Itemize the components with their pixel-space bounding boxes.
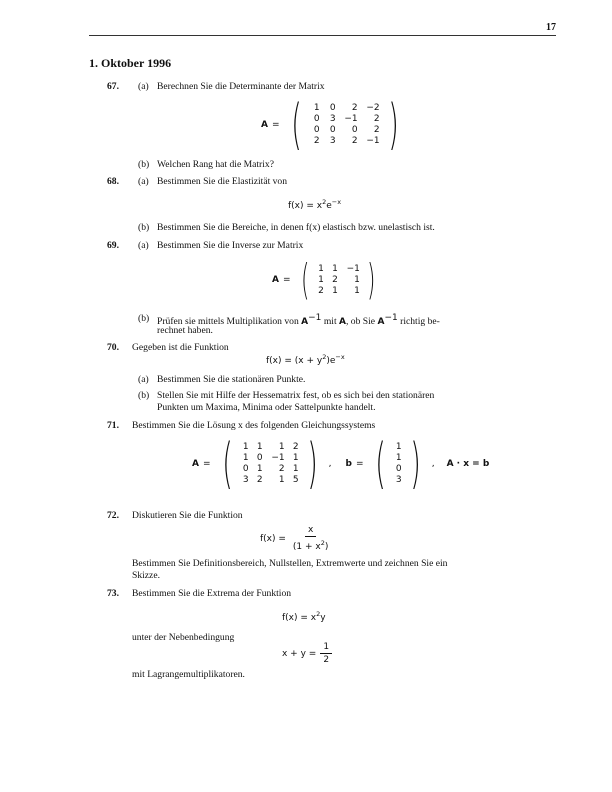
cell: 1 (395, 442, 402, 452)
problem-68-number: 68. (107, 176, 119, 187)
cell: −1 (344, 114, 358, 124)
text: richtig be- (400, 316, 440, 328)
cell: 2 (318, 285, 324, 296)
equals-sign: = (282, 275, 291, 285)
matrix-symbol: A (301, 317, 309, 328)
cell: 2 (373, 114, 380, 124)
problem-68a-text: Bestimmen Sie die Elastizität von (157, 176, 288, 187)
matrix-69 (272, 255, 379, 304)
cell: 2 (373, 125, 380, 135)
cell: 2 (351, 103, 358, 113)
problem-70a-label: (a) (138, 374, 149, 385)
denom-part: (1 + x (292, 542, 321, 552)
cell: 2 (256, 475, 263, 485)
problem-73-outro: mit Lagrangemultiplikatoren. (132, 669, 245, 680)
denominator (290, 537, 331, 553)
cell: 1 (395, 453, 402, 463)
problem-67a-text: Berechnen Sie die Determinante der Matrix (157, 81, 325, 92)
cell: 2 (313, 136, 320, 146)
right-paren: ) (367, 255, 376, 304)
formula-72 (260, 525, 331, 553)
problem-70-number: 70. (107, 342, 119, 353)
cell: 2 (351, 136, 358, 146)
numerator: 1 (320, 642, 332, 654)
denom-exp: 2 (320, 539, 325, 547)
exponent: −1 (384, 313, 398, 323)
cell: 1 (292, 453, 299, 463)
matrix-symbol: A (377, 317, 385, 328)
cell: −1 (346, 263, 360, 274)
formula-73-exp: 2 (316, 610, 321, 618)
denominator: 2 (323, 655, 330, 665)
cell: 1 (318, 274, 324, 285)
cell: −1 (366, 136, 380, 146)
cell: 3 (329, 114, 336, 124)
cell: 0 (329, 103, 336, 113)
cell: 1 (242, 442, 249, 452)
cell: −1 (271, 453, 285, 463)
problem-69a-label: (a) (138, 240, 149, 251)
comma: , (328, 459, 332, 469)
problem-72-text-2: Skizze. (132, 570, 160, 581)
matrix-71 (192, 432, 490, 495)
formula-73-part: y (320, 613, 326, 623)
cell: −2 (366, 103, 380, 113)
cell: 0 (329, 125, 336, 135)
fraction (290, 525, 331, 553)
cell: 1 (354, 285, 360, 296)
constraint-formula (282, 642, 332, 666)
fraction (320, 642, 332, 666)
matrix-69-grid (313, 264, 363, 297)
page-number: 17 (546, 22, 556, 33)
problem-69-number: 69. (107, 240, 119, 251)
cell: 2 (278, 464, 285, 474)
problem-72-text-1: Bestimmen Sie Definitionsbereich, Nullstellen, Extremwerte und zeichnen Sie ein (132, 558, 448, 569)
problem-67a-label: (a) (138, 81, 149, 92)
cell: 0 (242, 464, 249, 474)
text: mit (323, 316, 337, 328)
formula-70 (266, 353, 345, 366)
formula-70-exp: 2 (322, 353, 327, 361)
text: Prüfen sie mittels Multiplikation von (157, 316, 299, 328)
numerator: x (305, 525, 316, 537)
matrix-67-grid (307, 103, 383, 147)
denom-part: ) (324, 542, 329, 552)
vector-b-lhs: b (345, 459, 352, 469)
problem-69b-line-2: rechnet haben. (157, 325, 213, 336)
left-paren: ( (290, 93, 302, 156)
problem-68b-text: Bestimmen Sie die Bereiche, in denen f(x) elastisch bzw. unelastisch ist. (157, 222, 435, 233)
left-paren: ( (221, 432, 233, 495)
problem-73-number: 73. (107, 588, 119, 599)
header-rule (89, 35, 556, 36)
formula-73-part: f(x) = x (282, 613, 317, 623)
cell: 2 (332, 274, 338, 285)
cell: 3 (395, 475, 402, 485)
problem-67-number: 67. (107, 81, 119, 92)
problem-72-intro: Diskutieren Sie die Funktion (132, 510, 243, 521)
problem-70b-line-1: Stellen Sie mit Hilfe der Hessematrix fest, ob es sich bei den stationären (157, 390, 435, 401)
right-paren: ) (306, 432, 318, 495)
problem-67b-label: (b) (138, 159, 150, 170)
cell: 5 (292, 475, 299, 485)
cell: 0 (313, 125, 320, 135)
cell: 1 (332, 285, 338, 296)
formula-68-exp: 2 (322, 198, 327, 206)
matrix-71-grid (238, 442, 302, 486)
formula-68-part: f(x) = x (288, 201, 323, 211)
cell: 1 (354, 274, 360, 285)
equals-sign: = (356, 459, 364, 469)
problem-70a-text: Bestimmen Sie die stationären Punkte. (157, 374, 306, 385)
left-paren: ( (300, 255, 309, 304)
cell: 0 (313, 114, 320, 124)
cell: 1 (332, 263, 338, 274)
formula-72-lhs: f(x) = (260, 534, 286, 544)
cell: 0 (351, 125, 358, 135)
matrix-symbol: A (339, 317, 346, 328)
formula-70-exp: −x (335, 353, 345, 361)
formula-70-part: f(x) = (x + y (266, 356, 323, 366)
cell: 1 (318, 263, 324, 274)
cell: 1 (256, 464, 263, 474)
problem-70-intro: Gegeben ist die Funktion (132, 342, 229, 353)
cell: 1 (278, 442, 285, 452)
matrix-71-lhs: A (192, 459, 199, 469)
cell: 1 (242, 453, 249, 463)
cell: 3 (242, 475, 249, 485)
cell: 1 (292, 464, 299, 474)
formula-73 (282, 610, 326, 623)
right-paren: ) (409, 432, 421, 495)
problem-70b-line-2: Punkten um Maxima, Minima oder Sattelpunkte handelt. (157, 402, 376, 413)
matrix-69-lhs: A (272, 275, 279, 285)
vector-b-grid (391, 442, 405, 486)
equals-sign: = (271, 120, 280, 130)
formula-68 (288, 198, 341, 211)
date-heading: 1. Oktober 1996 (89, 56, 172, 70)
problem-73-intro: Bestimmen Sie die Extrema der Funktion (132, 588, 292, 599)
system-equation: A · x = b (446, 459, 490, 469)
constraint-lhs: x + y = (282, 649, 317, 659)
cell: 1 (256, 442, 263, 452)
cell: 1 (278, 475, 285, 485)
formula-68-part: e (326, 201, 332, 211)
problem-69b-label: (b) (138, 313, 150, 324)
right-paren: ) (387, 93, 399, 156)
exponent: −1 (308, 313, 322, 323)
matrix-67 (261, 93, 404, 156)
problem-71-intro: Bestimmen Sie die Lösung x des folgenden Gleichungssystems (132, 420, 376, 431)
text: , ob Sie (346, 316, 376, 328)
formula-68-exp: −x (331, 198, 342, 206)
problem-72-number: 72. (107, 510, 119, 521)
problem-67b-text: Welchen Rang hat die Matrix? (157, 159, 274, 170)
problem-68b-label: (b) (138, 222, 150, 233)
problem-69a-text: Bestimmen Sie die Inverse zur Matrix (157, 240, 304, 251)
cell: 0 (256, 453, 263, 463)
cell: 2 (292, 442, 299, 452)
comma: , (431, 459, 435, 469)
formula-70-part: )e (326, 356, 336, 366)
problem-71-number: 71. (107, 420, 119, 431)
left-paren: ( (374, 432, 386, 495)
cell: 0 (395, 464, 402, 474)
problem-70b-label: (b) (138, 390, 150, 401)
matrix-67-lhs: A (261, 120, 268, 130)
problem-68a-label: (a) (138, 176, 149, 187)
equals-sign: = (202, 459, 211, 469)
constraint-intro: unter der Nebenbedingung (132, 632, 235, 643)
cell: 3 (329, 136, 336, 146)
cell: 1 (313, 103, 320, 113)
